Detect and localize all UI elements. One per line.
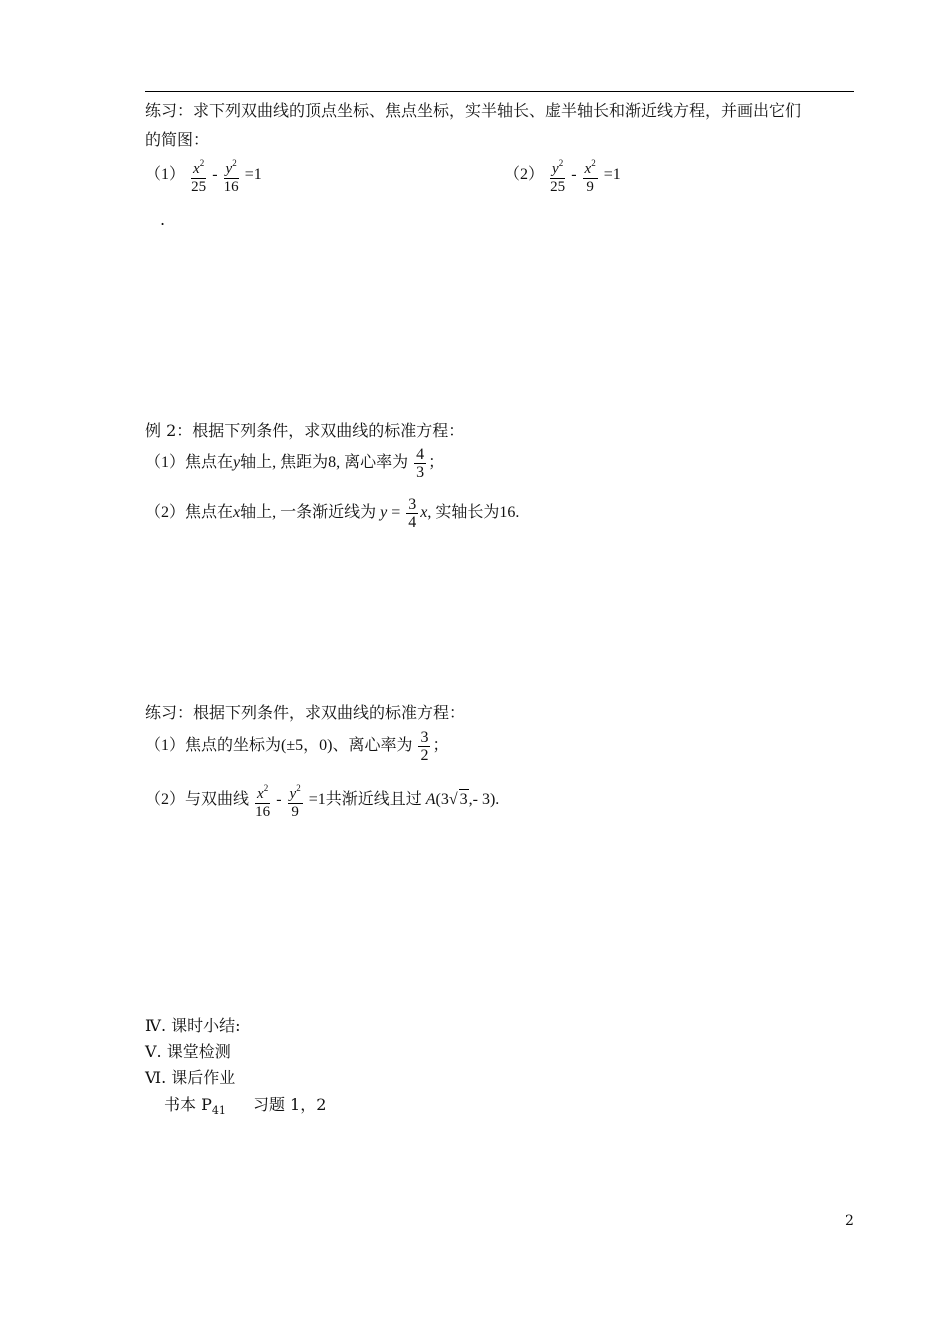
homework-line: 书本 $P_{41}$ 习题 1，2	[164, 1095, 327, 1118]
header-rule	[145, 91, 854, 92]
exercise1-item2: （2） $\frac{y^2}{25}$ - $\frac{x^2}{9}$ =1	[504, 155, 621, 196]
summary-line6: Ⅵ. 课后作业	[145, 1068, 236, 1087]
fraction: $\frac{x^2}{9}$	[583, 155, 598, 196]
example2-item2: （2）焦点在x轴上, 一条渐近线为 y = $\frac{3}{4}$ x, 实轴长为16.	[145, 496, 520, 531]
fraction: $\frac{y^2}{25}$	[550, 155, 565, 196]
fraction: $\frac{3}{2}$	[420, 729, 429, 764]
item-label: （1）	[145, 166, 186, 184]
exercise2-title: 练习：根据下列条件，求双曲线的标准方程：	[145, 703, 466, 722]
page-number: 2	[845, 1213, 854, 1229]
fraction: $\frac{3}{4}$	[408, 496, 417, 531]
exercise1-intro-line2: 的简图：	[145, 130, 210, 149]
fraction: $\frac{x^2}{25}$	[191, 155, 206, 196]
item-label: （2）	[504, 166, 545, 184]
example2-item1: （1）焦点在y轴上, 焦距为8, 离心率为 $\frac{4}{3}$ ；	[145, 446, 445, 481]
fraction: $\frac{x^2}{16}$	[255, 780, 270, 821]
point-label: A	[425, 791, 436, 809]
fraction: $\frac{y^2}{16}$	[224, 155, 239, 196]
exercise1-intro-line1: 练习：求下列双曲线的顶点坐标、焦点坐标，实半轴长、虚半轴长和渐近线方程，并画出它们	[145, 101, 802, 120]
summary-line5: Ⅴ. 课堂检测	[145, 1042, 231, 1061]
summary-line4: Ⅳ. 课时小结:	[145, 1016, 241, 1035]
fraction: $\frac{4}{3}$	[416, 446, 425, 481]
exercise1-item1: （1） $\frac{x^2}{25}$ - $\frac{y^2}{16}$ =1	[145, 155, 262, 196]
square-root: 3	[459, 791, 468, 809]
fraction: $\frac{y^2}{9}$	[288, 780, 303, 821]
exercise2-item2: （2）与双曲线 $\frac{x^2}{16}$ - $\frac{y^2}{9}$ =1共渐近线且过 A(3√ 3,- 3).	[145, 780, 499, 821]
example2-title: 例 2：根据下列条件，求双曲线的标准方程：	[145, 421, 465, 440]
stray-dot: .	[160, 210, 166, 229]
exercise2-item1: （1）焦点的坐标为(±5，0)、离心率为 $\frac{3}{2}$ ；	[145, 729, 449, 764]
